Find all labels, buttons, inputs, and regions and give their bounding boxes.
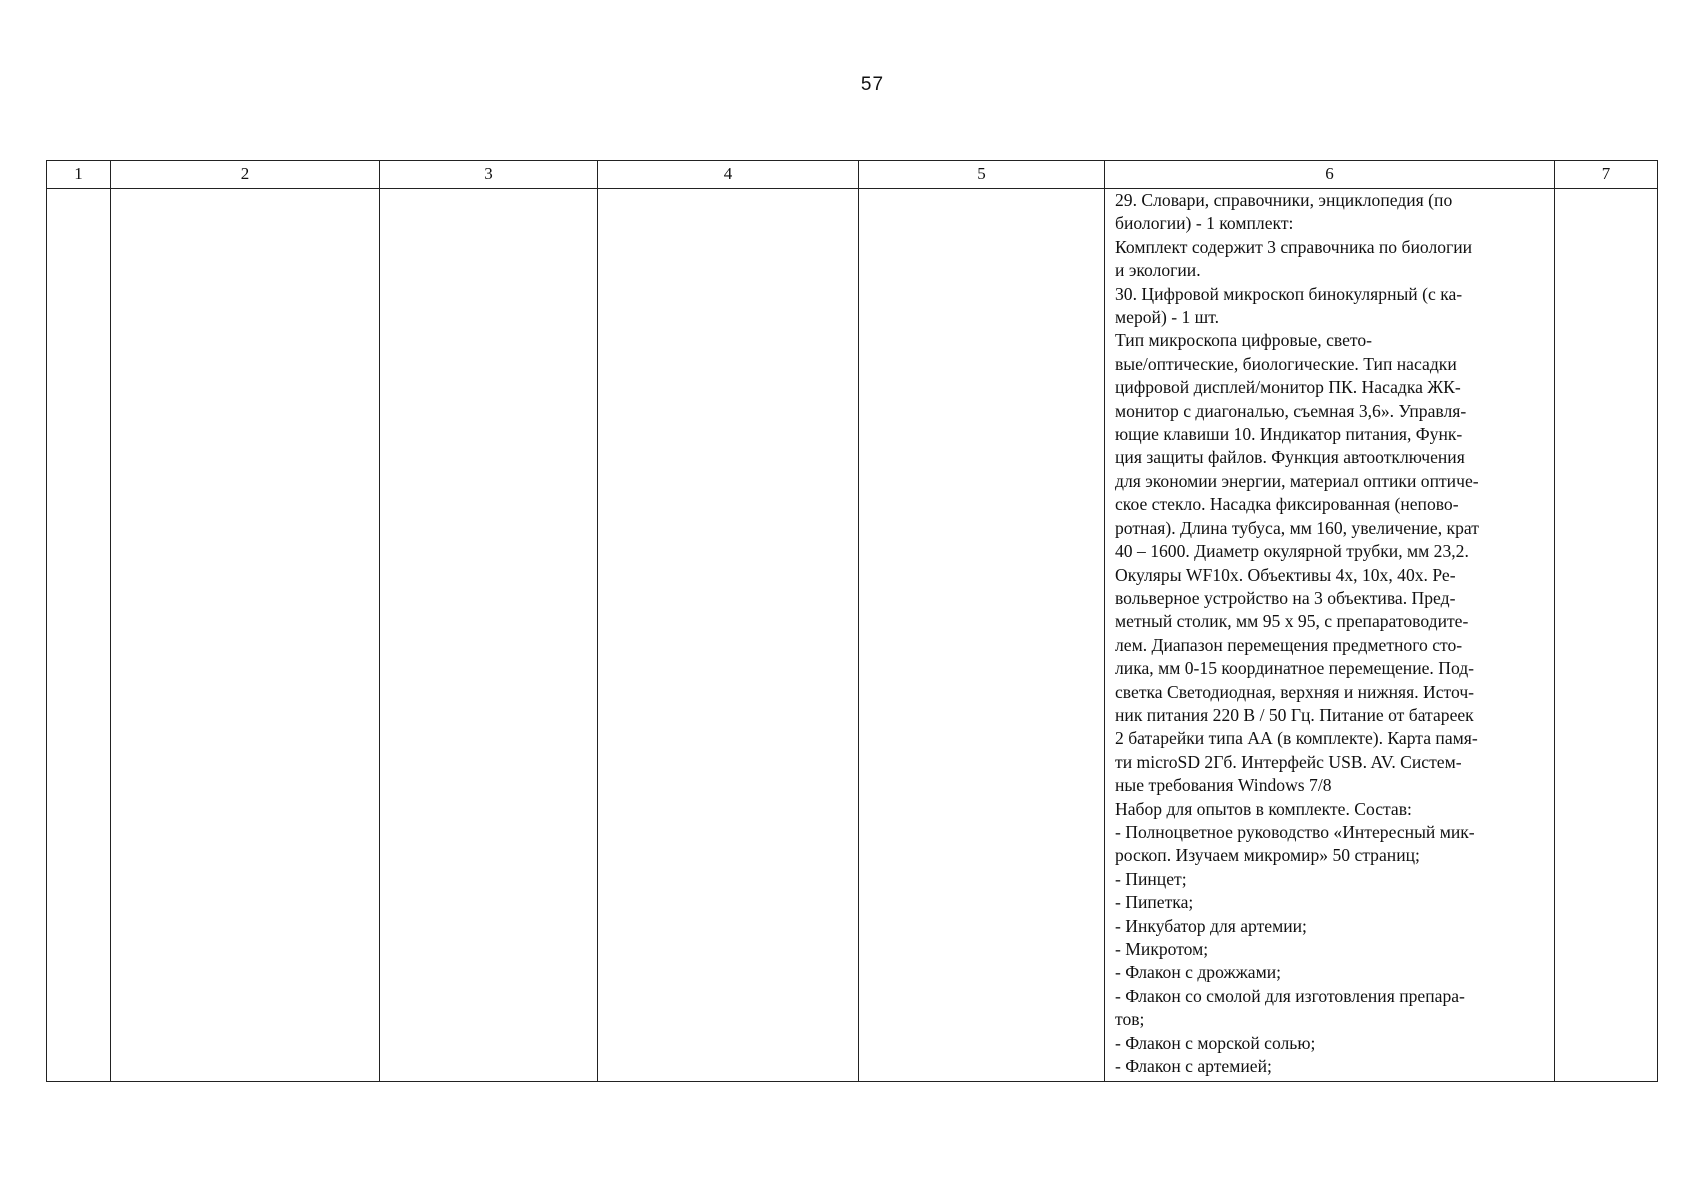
text-line: ные требования Windows 7/8 xyxy=(1115,775,1332,796)
header-row xyxy=(47,161,1658,189)
cell-col-5 xyxy=(859,189,1105,1082)
cell-col-7 xyxy=(1555,189,1658,1082)
text-line: - Инкубатор для артемии; xyxy=(1115,915,1307,936)
page-number: 57 xyxy=(860,74,885,95)
text-line: - Полноцветное руководство «Интересный мик- xyxy=(1115,821,1475,842)
text-line: и экологии. xyxy=(1115,260,1201,281)
text-line: Тип микроскопа цифровые, свето- xyxy=(1115,330,1373,351)
text-line: - Флакон с дрожжами; xyxy=(1115,962,1282,983)
text-line: ти microSD 2Гб. Интерфейс USB. AV. Систем- xyxy=(1115,751,1462,772)
text-line: роскоп. Изучаем микромир» 50 страниц; xyxy=(1115,845,1420,866)
text-line: тов; xyxy=(1115,1009,1145,1030)
cell-col-6 xyxy=(1105,189,1555,1082)
text-line: ское стекло. Насадка фиксированная (непово- xyxy=(1115,494,1459,515)
table-row xyxy=(47,189,1658,1082)
text-line: Набор для опытов в комплекте. Состав: xyxy=(1115,798,1412,819)
text-line: цифровой дисплей/монитор ПК. Насадка ЖК- xyxy=(1115,377,1461,398)
text-line: биологии) - 1 комплект: xyxy=(1115,213,1294,234)
text-line: 2 батарейки типа АА (в комплекте). Карта памя- xyxy=(1115,728,1478,749)
text-line: светка Светодиодная, верхняя и нижняя. Источ- xyxy=(1115,681,1475,702)
text-line: метный столик, мм 95 x 95, с препаратоводите- xyxy=(1115,611,1469,632)
text-line: 30. Цифровой микроскоп бинокулярный (с ка- xyxy=(1115,283,1463,304)
text-line: вольверное устройство на 3 объектива. Пред- xyxy=(1115,587,1456,608)
cell-col-2 xyxy=(111,189,380,1082)
text-line: - Пинцет; xyxy=(1115,868,1187,889)
col-header-4: 4 xyxy=(598,161,859,189)
text-line: монитор с диагональю, съемная 3,6». Управля- xyxy=(1115,400,1467,421)
text-line: лика, мм 0-15 координатное перемещение. Под- xyxy=(1115,658,1475,679)
text-line: ротная). Длина тубуса, мм 160, увеличение, крат xyxy=(1115,517,1479,538)
text-line: 29. Словари, справочники, энциклопедия (по xyxy=(1115,190,1453,210)
text-line: мерой) - 1 шт. xyxy=(1115,307,1219,328)
text-line: ющие клавиши 10. Индикатор питания, Функ- xyxy=(1115,424,1463,445)
equipment-table xyxy=(46,160,1658,1082)
col-header-6: 6 xyxy=(1105,161,1555,189)
col-header-1: 1 xyxy=(47,161,111,189)
text-line: - Пипетка; xyxy=(1115,892,1194,913)
text-line: вые/оптические, биологические. Тип насадки xyxy=(1115,353,1457,374)
col-header-5: 5 xyxy=(859,161,1105,189)
text-line: Комплект содержит 3 справочника по биологии xyxy=(1115,236,1473,257)
text-line: ник питания 220 В / 50 Гц. Питание от батареек xyxy=(1115,704,1474,725)
col-header-2: 2 xyxy=(111,161,380,189)
text-line: - Микротом; xyxy=(1115,939,1209,959)
equipment-description xyxy=(1105,189,1554,1078)
text-line: - Флакон со смолой для изготовления препара- xyxy=(1115,985,1465,1006)
text-line: для экономии энергии, материал оптики оптиче- xyxy=(1115,470,1479,491)
col-header-7: 7 xyxy=(1555,161,1658,189)
text-line: - Флакон с артемией; xyxy=(1115,1056,1272,1077)
cell-col-1 xyxy=(47,189,111,1082)
text-line: Окуляры WF10x. Объективы 4x, 10x, 40x. Ре- xyxy=(1115,564,1456,585)
text-line: лем. Диапазон перемещения предметного сто- xyxy=(1115,634,1463,655)
cell-col-4 xyxy=(598,189,859,1082)
text-line: - Флакон с морской солью; xyxy=(1115,1032,1316,1053)
col-header-3: 3 xyxy=(380,161,598,189)
text-line: ция защиты файлов. Функция автоотключения xyxy=(1115,447,1465,468)
text-line: 40 – 1600. Диаметр окулярной трубки, мм 23,2. xyxy=(1115,541,1469,562)
cell-col-3 xyxy=(380,189,598,1082)
